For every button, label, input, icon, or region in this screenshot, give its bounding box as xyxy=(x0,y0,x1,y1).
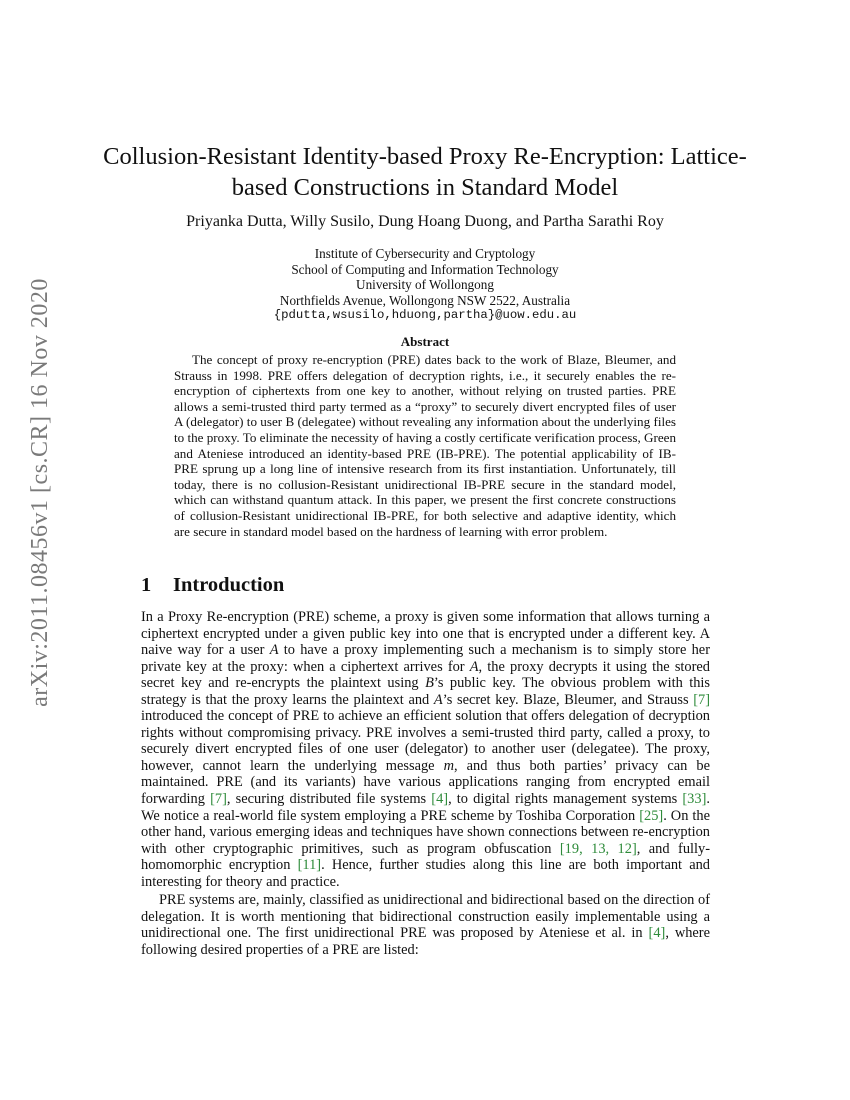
email-addresses: {pdutta,wsusilo,hduong,partha}@uow.edu.au xyxy=(273,308,577,322)
citation-link[interactable]: [4] xyxy=(431,791,449,808)
citation-link[interactable]: [11] xyxy=(297,857,322,874)
postal-address: Northfields Avenue, Wollongong NSW 2522, Australia xyxy=(279,292,571,308)
math-symbol: m xyxy=(443,757,454,774)
institute-name: Institute of Cybersecurity and Cryptology xyxy=(314,246,536,261)
text-run: , securing distributed file systems xyxy=(226,791,432,808)
math-symbol: A xyxy=(269,642,279,659)
paper-title: Collusion-Resistant Identity-based Proxy Re-Encryption: Lattice-based Constructions in Standard Model xyxy=(103,143,747,201)
text-run: ’s secret key. Blaze, Bleumer, and Strauss xyxy=(442,691,694,708)
citation-link[interactable]: [4] xyxy=(648,925,666,942)
math-symbol: A xyxy=(469,658,479,675)
citation-link[interactable]: [33] xyxy=(682,791,707,808)
text-run: PRE systems are, mainly, classified as unidirectional and bidirectional based on the direction of delegation. It is worth mentioning that bidirectional construction easily implementable using a unidirectional one. The first unidirectional PRE was proposed by Ateniese et al. in xyxy=(141,892,710,942)
university-name: University of Wollongong xyxy=(356,277,494,292)
text-run: to have a proxy implementing such a mechanism is to simply store her private key at the proxy: when a ciphertext arrives for xyxy=(141,642,710,675)
citation-link[interactable]: [25] xyxy=(639,807,664,824)
text-run: In a Proxy Re-encryption (PRE) scheme, a proxy is given some information that allows turning a ciphertext encrypted under a given public key into one that is encrypted under a different key. A naive way for a user xyxy=(141,609,710,659)
text-run: . Hence, further studies along this line are both important and interesting for theory and practice. xyxy=(141,857,710,890)
abstract-heading: Abstract xyxy=(400,334,450,349)
math-symbol: B xyxy=(425,675,434,692)
intro-paragraph-1 xyxy=(141,609,710,890)
section-title: Introduction xyxy=(173,574,285,596)
affiliation-block xyxy=(150,246,700,324)
text-run: . We notice a real-world file system employing a PRE scheme by Toshiba Corporation xyxy=(141,791,710,824)
section-heading-introduction xyxy=(141,574,284,597)
arxiv-id-text: arXiv:2011.08456v1 [cs.CR] 16 Nov 2020 xyxy=(26,277,53,707)
section-number: 1 xyxy=(141,574,152,596)
text-run: , the proxy decrypts it using the stored secret key and re-encrypts the plaintext using xyxy=(141,658,710,692)
arxiv-identifier-stamp xyxy=(22,262,58,722)
school-name: School of Computing and Information Technology xyxy=(291,261,559,277)
citation-link[interactable]: [7] xyxy=(693,691,711,708)
text-run: , and thus both parties’ privacy can be maintained. PRE (and its variants) have various applications ranging from encrypted email forwarding xyxy=(141,757,710,808)
author-list: Priyanka Dutta, Willy Susilo, Dung Hoang Duong, and Partha Sarathi Roy xyxy=(186,213,664,230)
intro-paragraph-2 xyxy=(141,892,710,958)
abstract-text: The concept of proxy re-encryption (PRE) dates back to the work of Blaze, Bleumer, and Strauss in 1998. PRE offers delegation of decryption rights, i.e., it securely enables the re-encryption of ciphertexts from one key to another, without relying on trusted parties. PRE allows a semi-trusted third party termed as a “proxy” to securely divert encrypted files of user A (delegator) to user B (delegatee) without revealing any information about the underlying files to the proxy. To eliminate the necessity of having a costly certificate verification process, Green and Ateniese introduced an identity-based PRE (IB-PRE). The potential applicability of IB-PRE sprung up a long line of intensive research from its first instantiation. Unfortunately, till today, there is no collusion-Resistant unidirectional IB-PRE secure in the standard model, which can withstand quantum attack. In this paper, we present the first concrete constructions of collusion-Resistant unidirectional IB-PRE, for both selective and adaptive identity, which are secure in standard model based on the hardness of learning with error problem. xyxy=(174,352,676,539)
citation-link[interactable]: [7] xyxy=(210,791,227,808)
text-run: , where following desired properties of a PRE are listed: xyxy=(141,925,710,958)
text-run: , to digital rights management systems xyxy=(448,791,683,808)
text-run: . On the other hand, various emerging ideas and techniques have shown connections between re-encryption with other cryptographic primitives, such as program obfuscation xyxy=(141,807,710,857)
text-run: , and fully-homomorphic encryption xyxy=(141,840,710,874)
citation-link[interactable]: [19, 13, 12] xyxy=(559,840,637,857)
text-run: introduced the concept of PRE to achieve an efficient solution that offers delegation of decryption rights without compromising privacy. PRE involves a semi-trusted third party, called a proxy, to securely divert encrypted files of one user (delegator) to another user (delegatee). The proxy, however, cannot learn the underlying message xyxy=(141,708,710,774)
text-run: ’s public key. The obvious problem with this strategy is that the proxy learns the plaintext and xyxy=(141,675,710,708)
math-symbol: A xyxy=(433,691,443,708)
